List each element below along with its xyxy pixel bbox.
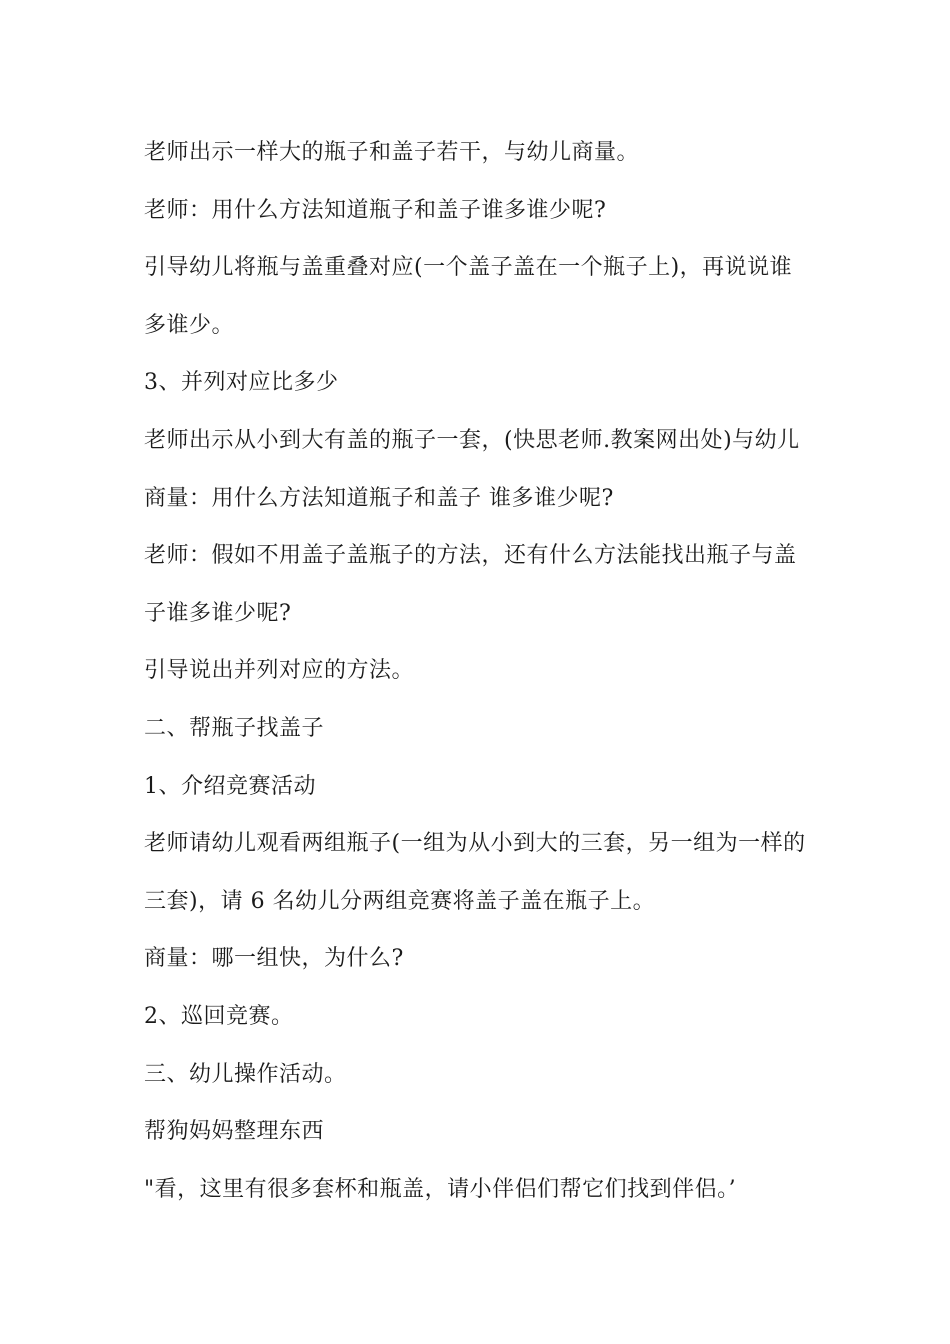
text-line: 引导幼儿将瓶与盖重叠对应(一个盖子盖在一个瓶子上)，再说说谁 (144, 255, 793, 281)
section-heading: 3、并列对应比多少 (144, 370, 339, 396)
text-line: 商量：用什么方法知道瓶子和盖子 谁多谁少呢? (144, 485, 614, 511)
text-line: 老师出示从小到大有盖的瓶子一套，(快思老师.教案网出处)与幼儿 (144, 427, 800, 453)
section-heading: 二、帮瓶子找盖子 (144, 715, 325, 741)
text-line: 老师请幼儿观看两组瓶子(一组为从小到大的三套，另一组为一样的 (144, 831, 806, 857)
text-line: 子谁多谁少呢? (144, 600, 292, 626)
section-heading: 三、幼儿操作活动。 (144, 1061, 347, 1087)
section-heading: 1、介绍竞赛活动 (144, 773, 316, 799)
section-heading: 2、巡回竞赛。 (144, 1003, 294, 1029)
text-line: 老师：用什么方法知道瓶子和盖子谁多谁少呢? (144, 197, 607, 223)
text-line: 商量：哪一组快，为什么? (144, 946, 404, 972)
document-body (144, 133, 814, 1227)
text-line: "看，这里有很多套杯和瓶盖，请小伴侣们帮它们找到伴侣。’ (144, 1176, 737, 1202)
text-line: 三套)，请 6 名幼儿分两组竞赛将盖子盖在瓶子上。 (144, 888, 656, 914)
text-line: 引导说出并列对应的方法。 (144, 658, 415, 684)
text-line: 老师出示一样大的瓶子和盖子若干，与幼儿商量。 (144, 140, 640, 165)
text-line: 帮狗妈妈整理东西 (144, 1119, 325, 1145)
text-line: 多谁少。 (144, 312, 235, 338)
text-line: 老师：假如不用盖子盖瓶子的方法，还有什么方法能找出瓶子与盖 (144, 543, 797, 569)
